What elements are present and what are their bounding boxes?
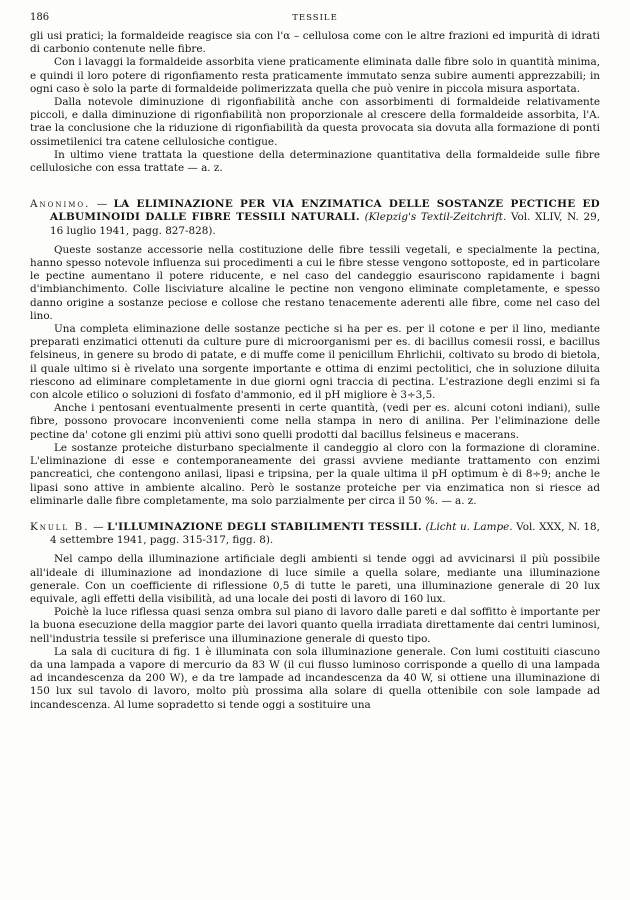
abstract-entry [30,521,600,712]
entry-title: L'ILLUMINAZIONE DEGLI STABILIMENTI TESSILI. [107,520,422,533]
paragraph: La sala di cucitura di fig. 1 è illuminata con sola illuminazione generale. Con lumi costituiti ciascuno da una lampada a vapore di mercurio da 83 W (il cui flusso luminoso corrisponde a quello di una lampada ad incandescenza da 200 W), e da tre lampade ad incandescenza da 40 W, si ottiene una illuminazione di 150 lux sul tavolo di lavoro, molto più prossima alla solare di quella ottenibile con sole lampade ad incandescenza. Al lume sopradetto si tende oggi a sostituire una [30,645,600,711]
entry-source: (Klepzig's Textil-Zeitchrift. [364,211,507,224]
running-title: TESSILE [292,13,338,23]
page-number: 186 [30,12,50,23]
entry-separator: — [93,520,104,533]
paragraph: Una completa eliminazione delle sostanze pectiche si ha per es. per il cotone e per il lino, mediante preparati enzimatici ottenuti da culture pure di microorganismi per es. di bacillus comesii rossi, e bacillus felsineus, in genere su brodo di patate, e di muffe come il penicillum Ehrlichii, coltivato su brodo di bietola, il quale ultimo si è rivelato una sorgente importante e ottima di enzimi pectolitici, che in soluzione diluita riescono ad eliminare completamente in due giorni ogni traccia di pectina. L'estrazione degli enzimi si fa con alcole etilico o soluzioni di fosfato d'ammonio, ed il pH migliore è 3÷3,5. [30,323,600,402]
paragraph: Poichè la luce riflessa quasi senza ombra sul piano di lavoro dalle pareti e dal soffitto è importante per la buona esecuzione della maggior parte dei lavori quanto quella irradiata direttamente dai centri luminosi, nell'industria tessile si preferisce una illuminazione generale di questo tipo. [30,606,600,645]
entry-citation: Vol. XXX, N. 18, 4 settembre 1941, pagg. 315-317, figg. 8). [50,520,600,547]
entry-heading [30,521,600,547]
entry-separator: — [96,198,108,211]
entry-author: Knull B. [30,520,90,533]
entry-citation: Vol. XLIV, N. 29, 16 luglio 1941, pagg. 827-828). [50,211,600,237]
paragraph: Le sostanze proteiche disturbano specialmente il candeggio al cloro con la formazione di cloramine. L'eliminazione di esse e contemporaneamente dei grassi avviene mediante trattamento con enzimi pancreatici, che contengono anilasi, lipasi e tripsina, per la quale ultima il pH optimum è di 8÷9; anche le lipasi sono attive in ambiente alcalino. Però le sostanze proteiche per via enzimatica non si riesce ad eliminarle dalle fibre completamente, ma solo parzialmente per circa il 50 %. — a. z. [30,441,600,507]
entry-author: Anonimo. [30,198,91,211]
paragraph: Con i lavaggi la formaldeide assorbita viene praticamente eliminata dalle fibre solo in quantità minima, e quindi il loro potere di rigonfiamento resta praticamente immutato senza subire aumenti apprezzabili; in ogni caso è solo la parte di formaldeide polimerizzata quella che può venire in piccola misura asportata. [30,56,600,95]
running-head [30,12,600,30]
paragraph: Anche i pentosani eventualmente presenti in certe quantità, (vedi per es. alcuni cotoni indiani), sulle fibre, possono provocare inconvenienti come nella stampa in nero di anilina. Per l'eliminazione delle pectine da' cotone gli enzimi più attivi sono quelli prodotti dal bacillus felsineus e macerans. [30,402,600,441]
section-continued [30,30,600,175]
entry-source: (Licht u. Lampe. [425,520,513,533]
entry-heading [30,198,600,238]
paragraph: Nel campo della illuminazione artificiale degli ambienti si tende oggi ad avvicinarsi il più possibile all'ideale di illuminazione ad inondazione di luce simile a quella solare, mediante una illuminazione generale. Con un coefficiente di riflessione 0,5 di tutte le pareti, una illuminazione generale di 20 lux equivale, agli effetti della visibilità, ad una locale dei posti di lavoro di 160 lux. [30,553,600,605]
abstract-entry [30,198,600,508]
paragraph: Queste sostanze accessorie nella costituzione delle fibre tessili vegetali, e specialmente la pectina, hanno spesso notevole influenza sui procedimenti a cui le fibre stesse vengono sottoposte, ed in particolare le pectine aumentano il potere riducente, e nel caso del candeggio esauriscono rapidamente i bagni d'imbianchimento. Colle lisciviature alcaline le pectine non vengono eliminate completamente, e spesso danno origine a sostanze peciose e collose che restano tenacemente aderenti alle fibre, come nel caso del lino. [30,243,600,322]
paragraph: Dalla notevole diminuzione di rigonfiabilità anche con assorbimenti di formaldeide relativamente piccoli, e dalla diminuzione di rigonfiabilità non proporzionale al crescere della formaldeide assorbita, l'A. trae la conclusione che la riduzione di rigonfiabilità da questa provocata sia dovuta alla formazione di ponti ossimetilenici tra catene cellulosiche contigue. [30,96,600,148]
paragraph: gli usi pratici; la formaldeide reagisce sia con l'α – cellulosa come con le altre frazioni ed impurità di idrati di carbonio contenute nelle fibre. [30,30,600,56]
entry-title: LA ELIMINAZIONE PER VIA ENZIMATICA DELLE SOSTANZE PECTICHE ED ALBUMINOIDI DALLE FIBRE TESSILI NATURALI. [50,198,600,224]
paragraph: In ultimo viene trattata la questione della determinazione quantitativa della formaldeide sulle fibre cellulosiche con essa trattate — a. z. [30,148,600,175]
